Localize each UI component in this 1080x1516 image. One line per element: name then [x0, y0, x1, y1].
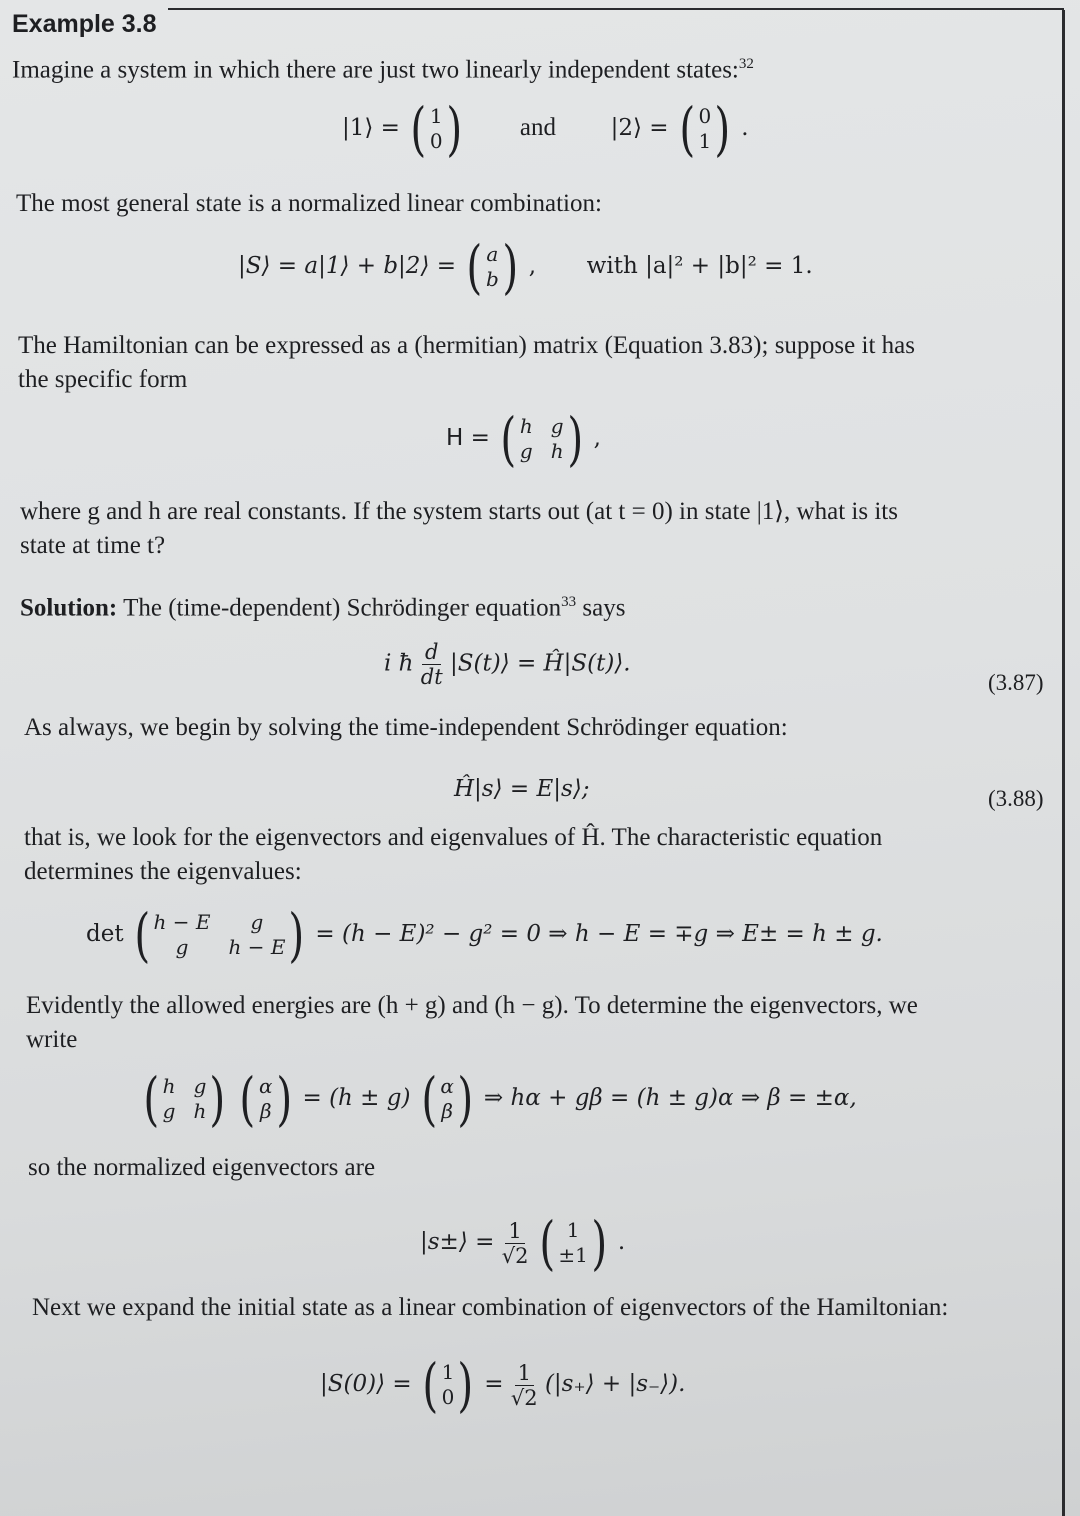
ket2-label: |2⟩ =: [610, 115, 669, 141]
general-state-lhs: |S⟩ = a|1⟩ + b|2⟩ =: [238, 253, 456, 279]
comma: ,: [593, 425, 601, 451]
fraction-denominator: √2: [510, 1385, 538, 1410]
matrix-entry: g: [250, 910, 264, 934]
vector-entry: β: [259, 1099, 272, 1123]
matrix-entry: h: [550, 439, 564, 463]
vector-entry: a: [486, 242, 499, 266]
characteristic-matrix: ( h − E g g h − E ): [134, 901, 305, 969]
alpha-beta-vector: ( α β ): [239, 1065, 292, 1133]
solution-says: says: [582, 594, 626, 622]
ket1-vector: ( 1 0 ): [410, 95, 462, 163]
equation-eigenvectors: [140, 1065, 857, 1133]
evidently-paragraph-line2: write: [26, 1026, 78, 1053]
eigenvector-lhs: |s±⟩ =: [420, 1229, 495, 1255]
vector-entry: α: [440, 1074, 454, 1098]
footnote-33: 33: [561, 594, 577, 610]
equation-number-3-88: (3.88): [988, 786, 1044, 811]
one-over-root-two: [502, 1219, 529, 1268]
initial-state-vector: ( 1 0 ): [422, 1351, 474, 1419]
fraction-numerator: 1: [515, 1361, 534, 1386]
alpha-beta-vector: ( α β ): [421, 1065, 474, 1133]
vector-entry: 1: [566, 1218, 580, 1242]
where-paragraph-line1: where g and h are real constants. If the system starts out (at t = 0) in state |1⟩, what is its: [20, 498, 898, 525]
intro-paragraph: [12, 48, 1072, 86]
matrix-entry: h − E: [228, 935, 286, 959]
eigenvalue-factor: = (h ± g): [302, 1085, 411, 1111]
that-is-paragraph-line2: determines the eigenvalues:: [24, 858, 302, 885]
schrodinger-rhs: |S(t)⟩ = Ĥ|S(t)⟩.: [450, 650, 631, 677]
hamiltonian-lhs: H =: [446, 425, 490, 451]
matrix-entry: h: [162, 1074, 176, 1098]
example-title: Example 3.8: [12, 10, 157, 38]
time-derivative: [421, 640, 443, 689]
equation-3-88: Ĥ|s⟩ = E|s⟩;: [454, 776, 590, 802]
matrix-entry: g: [193, 1074, 207, 1098]
hamiltonian-paragraph-line1: The Hamiltonian can be expressed as a (hermitian) matrix (Equation 3.83); suppose it has: [18, 332, 915, 359]
comma: ,: [528, 253, 537, 279]
ket2-vector: ( 0 1 ): [679, 95, 731, 163]
eigenvalue-derivation: = (h − E)² − g² = 0 ⇒ h − E = ∓g ⇒ E± = h ± g.: [315, 921, 883, 947]
footnote-32: 32: [738, 56, 754, 72]
fraction-numerator: 1: [505, 1219, 524, 1244]
vector-entry: 1: [441, 1360, 455, 1384]
equation-hamiltonian: [446, 405, 601, 473]
matrix-entry: g: [519, 439, 533, 463]
matrix-entry: h: [519, 414, 533, 438]
equation-number-3-87: (3.87): [988, 670, 1044, 695]
hamiltonian-matrix: ( h g g h ): [500, 405, 583, 473]
one-over-root-two: [511, 1361, 538, 1410]
vector-entry: 1: [698, 129, 712, 153]
equation-3-87: [384, 640, 631, 689]
hamiltonian-paragraph-line2: the specific form: [18, 366, 188, 393]
vector-entry: β: [441, 1099, 453, 1123]
equation-normalized-eigenvectors: [420, 1209, 626, 1277]
matrix-entry: h: [193, 1099, 207, 1123]
normalization-condition: with |a|² + |b|² = 1.: [586, 253, 813, 279]
evidently-paragraph-line1: Evidently the allowed energies are (h + g) and (h − g). To determine the eigenvectors, we: [26, 992, 918, 1019]
vector-entry: 0: [429, 129, 443, 153]
fraction-numerator: d: [422, 640, 441, 665]
vector-entry: 0: [698, 104, 712, 128]
solution-label: Solution:: [20, 594, 118, 622]
fraction-denominator: √2: [501, 1243, 529, 1268]
det-operator: det: [86, 921, 124, 947]
equation-characteristic: [86, 901, 883, 969]
vector-entry: 1: [429, 104, 443, 128]
that-is-paragraph-line1: that is, we look for the eigenvectors and eigenvalues of Ĥ. The characteristic equation: [24, 824, 883, 851]
general-state-vector: ( a b ): [466, 233, 519, 301]
eigenvector-sum: (|s₊⟩ + |s₋⟩).: [544, 1371, 686, 1397]
general-state-paragraph: The most general state is a normalized linear combination:: [16, 190, 602, 217]
matrix-entry: g: [162, 1099, 176, 1123]
equation-initial-state: [320, 1351, 686, 1419]
i-hbar: i ħ: [384, 650, 414, 677]
period: .: [741, 115, 749, 141]
matrix-entry: g: [550, 414, 564, 438]
eigenvector-condition: ⇒ hα + gβ = (h ± g)α ⇒ β = ±α,: [483, 1085, 857, 1111]
so-normalized-paragraph: so the normalized eigenvectors are: [28, 1154, 376, 1181]
vector-entry: ±1: [558, 1243, 588, 1267]
solution-text: The (time-dependent) Schrödinger equation: [123, 594, 562, 622]
next-expand-paragraph: Next we expand the initial state as a linear combination of eigenvectors of the Hamiltonian:: [32, 1294, 949, 1321]
where-paragraph-line2: state at time t?: [20, 532, 166, 559]
ket1-label: |1⟩ =: [342, 115, 400, 141]
intro-text: Imagine a system in which there are just two linearly independent states:: [12, 56, 739, 84]
vector-entry: b: [485, 267, 499, 291]
fraction-denominator: dt: [420, 665, 443, 689]
and-word: and: [519, 114, 557, 141]
matrix-entry: g: [175, 935, 189, 959]
matrix-entry: h − E: [153, 910, 211, 934]
frame-right-rule: [1062, 10, 1065, 1516]
vector-entry: 0: [441, 1385, 455, 1409]
vector-entry: α: [259, 1074, 273, 1098]
equation-basis-states: [342, 95, 749, 163]
period: .: [617, 1229, 626, 1255]
eigenvector-column: ( 1 ±1 ): [539, 1209, 608, 1277]
as-always-paragraph: As always, we begin by solving the time-independent Schrödinger equation:: [24, 714, 788, 741]
hamiltonian-matrix-repeat: ( h g g h ): [143, 1065, 226, 1133]
solution-paragraph: [20, 586, 1080, 624]
equals-sign: =: [484, 1371, 504, 1397]
initial-state-lhs: |S(0)⟩ =: [320, 1371, 412, 1397]
equation-general-state: [238, 233, 813, 301]
